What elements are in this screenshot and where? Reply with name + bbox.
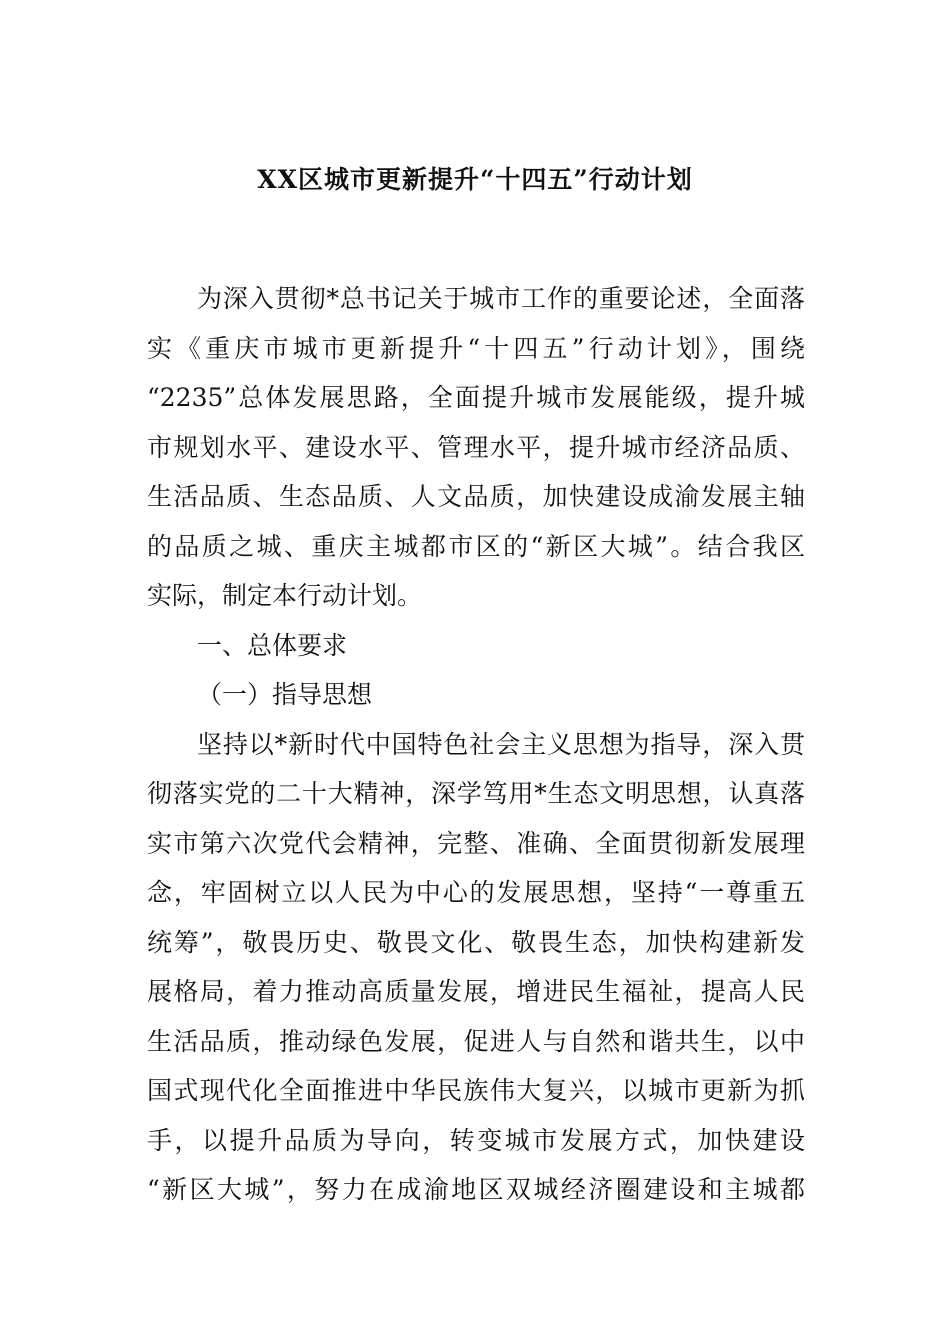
- body-line: 手，以提升品质为导向，转变城市发展方式，加快建设: [147, 1125, 805, 1155]
- body-line: 的品质之城、重庆主城都市区的“新区大城”。结合我区: [147, 531, 805, 561]
- body-line: 统筹”，敬畏历史、敬畏文化、敬畏生态，加快构建新发: [147, 927, 805, 957]
- document-body: [147, 274, 805, 1215]
- body-line: 彻落实党的二十大精神，深学笃用*生态文明思想，认真落: [147, 779, 805, 808]
- body-line: 展格局，着力推动高质量发展，增进民生福祉，提高人民: [147, 977, 805, 1006]
- body-line: “新区大城”，努力在成渝地区双城经济圈建设和主城都: [147, 1175, 805, 1204]
- body-line: 坚持以*新时代中国特色社会主义思想为指导，深入贯: [197, 729, 805, 759]
- body-line: “2235”总体发展思路，全面提升城市发展能级，提升城: [147, 383, 805, 412]
- body-line: 市规划水平、建设水平、管理水平，提升城市经济品质、: [147, 432, 805, 462]
- document-title: XX区城市更新提升“十四五”行动计划: [257, 165, 693, 194]
- body-line: 生活品质、生态品质、人文品质，加快建设成渝发展主轴: [147, 482, 805, 511]
- body-line: 实市第六次党代会精神，完整、准确、全面贯彻新发展理: [147, 828, 805, 858]
- body-line: 实《重庆市城市更新提升“十四五”行动计划》，围绕: [147, 333, 805, 363]
- body-line: 生活品质，推动绿色发展，促进人与自然和谐共生，以中: [147, 1026, 805, 1056]
- body-line: 为深入贯彻*总书记关于城市工作的重要论述，全面落: [197, 284, 805, 313]
- body-line: （一）指导思想: [197, 680, 373, 709]
- body-line: 国式现代化全面推进中华民族伟大复兴，以城市更新为抓: [147, 1076, 805, 1105]
- body-line: 念，牢固树立以人民为中心的发展思想，坚持“一尊重五: [147, 878, 805, 907]
- body-line: 实际，制定本行动计划。: [147, 581, 423, 610]
- body-line: 一、总体要求: [197, 630, 348, 660]
